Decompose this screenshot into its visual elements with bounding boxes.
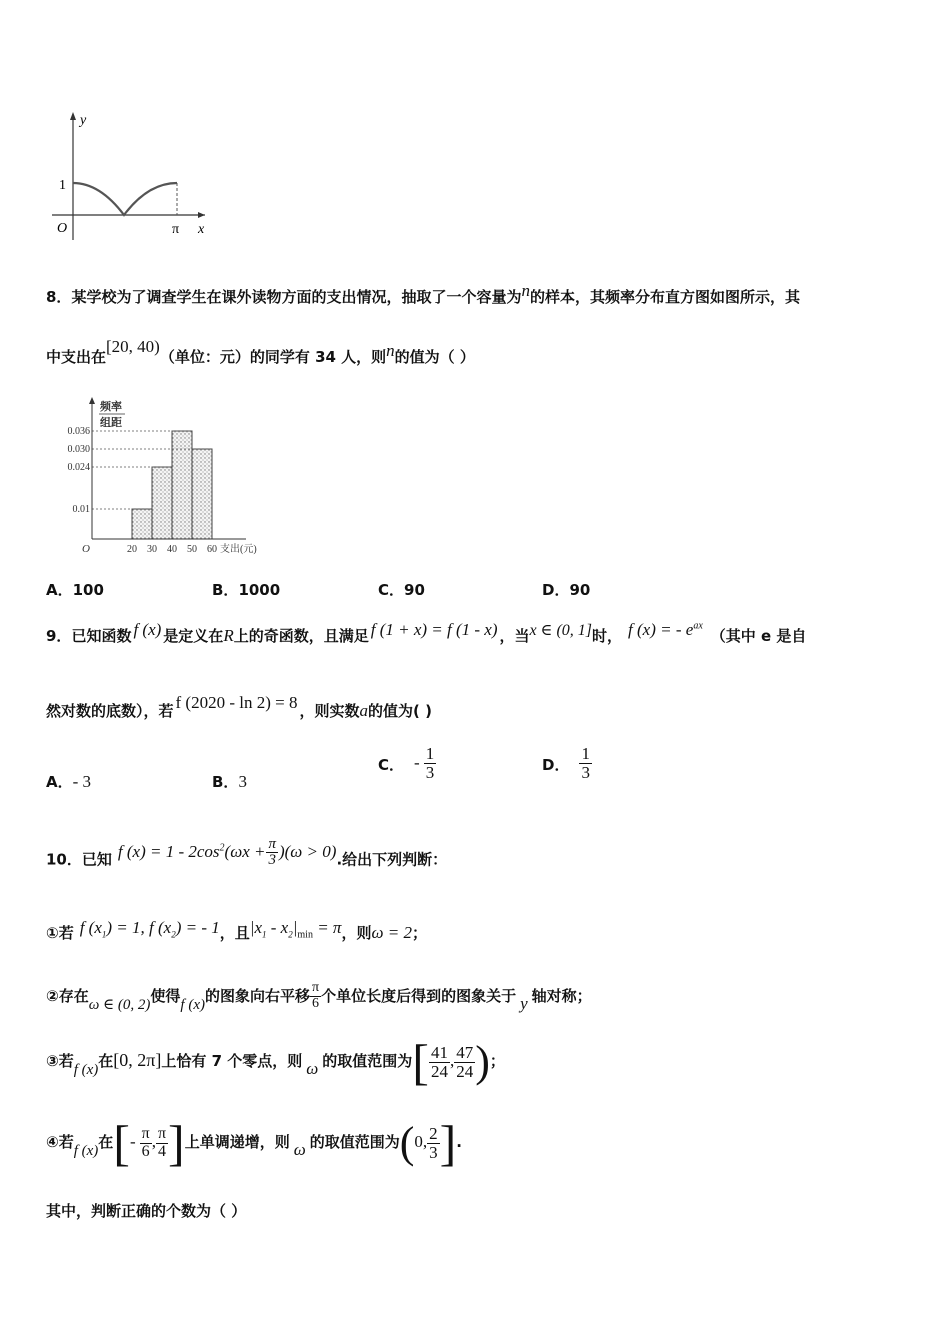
s4-frac-3 — [427, 1125, 440, 1162]
q8-text4: （单位：元）的同学有 34 人，则 — [159, 348, 387, 366]
s4-t2: 上单调递增，则 — [184, 1133, 290, 1151]
q8-option-c[interactable] — [378, 579, 425, 600]
fraction-denominator: 6 — [141, 1142, 150, 1160]
q8-text2: 的样本，其频率分布直方图如图所示，其 — [529, 288, 800, 306]
s4-frac-2 — [156, 1126, 168, 1161]
s2-mark: ②存在 — [46, 987, 89, 1005]
q8-text3: 中支出在 — [46, 348, 107, 366]
q10-statement-3 — [46, 1032, 505, 1091]
x-axis-arrow — [198, 212, 205, 218]
fraction-numerator: π — [312, 980, 320, 996]
fraction-numerator: 2 — [429, 1123, 438, 1143]
s3-t3: 的取值范围为 — [322, 1052, 413, 1070]
q9-def-exp: ax — [693, 620, 703, 632]
s4-t4: . — [456, 1133, 462, 1151]
s4-comma: , — [151, 1132, 156, 1151]
origin-label: O — [57, 221, 68, 236]
q9-option-d[interactable] — [542, 745, 592, 782]
s4-t1: 在 — [98, 1133, 114, 1151]
histogram-bar — [132, 509, 152, 539]
x-tick-label: 20 — [127, 544, 137, 555]
q9-domain: x ∈ (0, 1] — [529, 622, 593, 639]
fraction-numerator: π — [268, 835, 276, 852]
s1-m1: f (x — [79, 918, 102, 937]
s1-sub4: 2 — [288, 929, 293, 940]
s4-close-bracket: ] — [439, 1115, 457, 1172]
q9-option-b[interactable] — [212, 771, 247, 792]
x-tick-label: 50 — [187, 544, 197, 555]
q9-line1 — [46, 620, 807, 646]
s1-m5: - x — [266, 918, 289, 937]
option-label: D． — [542, 581, 570, 599]
y-axis-arrow — [70, 112, 76, 120]
q9-text6: （其中 e 是自 — [710, 627, 807, 645]
x-tick-label: 40 — [167, 544, 177, 555]
q8-text5: 的值为（ ） — [394, 348, 475, 366]
q8-line1 — [46, 281, 800, 307]
q10-func-c: )(ω > 0) — [278, 841, 337, 861]
q10-text2: .给出下列判断： — [336, 850, 448, 869]
option-label: C． — [378, 755, 405, 774]
fraction-denominator: 3 — [268, 852, 276, 869]
abs-cos-graph — [40, 100, 220, 245]
q9-text8: ，则实数 — [299, 702, 360, 720]
q10-ending-text: 其中，判断正确的个数为（ ） — [46, 1202, 247, 1220]
q8-line2 — [46, 337, 475, 367]
s3-m1: f (x) — [73, 1062, 99, 1078]
histogram-bar — [172, 431, 192, 539]
x-tick-label: 30 — [147, 544, 157, 555]
s3-w: ω — [306, 1059, 319, 1078]
q10-number: 10． — [46, 850, 82, 869]
q9-options — [46, 745, 926, 797]
s4-open-paren: ( — [399, 1118, 415, 1168]
q9-condition: f (1 + x) = f (1 - x) — [370, 620, 498, 639]
q8-option-a[interactable] — [46, 579, 104, 600]
q9-given: f (2020 - ln 2) = 8 — [175, 693, 298, 712]
s1-math-b — [249, 918, 342, 941]
s1-m2: ) = 1, f (x — [106, 918, 172, 937]
q8-text1: 某学校为了调查学生在课外读物方面的支出情况，抽取了一个容量为 — [71, 288, 522, 306]
s1-m3: ) = - 1 — [175, 918, 220, 937]
s1-min: min — [297, 929, 313, 941]
s3-close-paren: ) — [475, 1037, 490, 1087]
fraction-numerator: 41 — [430, 1042, 448, 1062]
s3-m2: [0, 2π] — [113, 1050, 162, 1070]
q9-number: 9． — [46, 627, 72, 645]
q10-function — [117, 835, 337, 869]
x-axis-label: 支出(元) — [220, 544, 257, 555]
s3-comma: , — [449, 1051, 455, 1070]
q9-text5: 时， — [592, 627, 623, 645]
one-label: 1 — [59, 178, 66, 193]
q9-text1: 已知函数 — [71, 627, 132, 645]
q10-func-b: (ωx + — [224, 841, 266, 861]
s1-t1: ，且 — [219, 924, 250, 942]
s1-sub2: 2 — [171, 929, 176, 940]
option-label: A． — [46, 773, 73, 791]
q10-square: 2 — [219, 842, 225, 853]
q9-text7: 然对数的底数），若 — [46, 702, 174, 720]
option-label: A． — [46, 581, 73, 599]
y-axis-label-bottom: 组距 — [100, 417, 122, 429]
option-label: C． — [378, 581, 405, 599]
fraction-numerator: 47 — [456, 1042, 474, 1062]
s4-frac-1 — [140, 1126, 152, 1161]
s4-m1: f (x) — [73, 1143, 99, 1159]
fraction-numerator: 1 — [425, 744, 435, 763]
q9-option-c[interactable] — [378, 745, 436, 782]
s1-m7: = π — [312, 918, 342, 937]
s1-t3: ； — [411, 924, 427, 942]
s3-open-bracket: [ — [412, 1034, 429, 1091]
y-label: y — [80, 113, 87, 128]
q10-func-a: f (x) = 1 - 2cos — [117, 841, 220, 861]
q9-a: a — [359, 701, 368, 720]
s4-t3: 的取值范围为 — [309, 1133, 400, 1151]
option-value: - 3 — [72, 772, 92, 791]
q9-def-lhs: f (x) = - e — [628, 620, 694, 639]
fraction-numerator: π — [141, 1124, 150, 1142]
q8-number: 8． — [46, 288, 72, 306]
fraction-denominator: 4 — [157, 1142, 166, 1160]
s3-range — [412, 1034, 490, 1091]
q10-statement-4 — [46, 1114, 462, 1170]
fraction-denominator: 3 — [581, 762, 590, 782]
s3-t2: 上恰有 7 个零点，则 — [161, 1052, 303, 1070]
x-label: x — [198, 222, 205, 237]
q10-pi-over-3 — [266, 837, 278, 870]
q8-var-n: n — [521, 281, 530, 300]
q9-text2: 是定义在 — [163, 627, 224, 645]
s1-sub3: 1 — [261, 929, 267, 940]
option-sign: - — [414, 753, 420, 773]
s4-mark: ④若 — [46, 1133, 74, 1151]
option-value: 90 — [569, 581, 591, 599]
q9-text3: 上的奇函数，且满足 — [233, 627, 369, 645]
curve — [73, 183, 177, 215]
s2-m2: f (x) — [180, 997, 205, 1013]
s2-m1: ω ∈ (0, 2) — [88, 997, 151, 1013]
s3-t4: ； — [489, 1052, 505, 1070]
s4-interval — [113, 1115, 185, 1172]
s4-zero: 0, — [414, 1132, 428, 1151]
q10-stem — [46, 832, 447, 880]
fraction-numerator: π — [157, 1124, 167, 1142]
q8-var-n2: n — [386, 341, 395, 360]
s4-open-bracket: [ — [113, 1115, 130, 1172]
s1-t2: ，则 — [341, 924, 372, 942]
option-value: 3 — [238, 772, 247, 791]
option-label: B． — [212, 581, 239, 599]
q9-R: R — [223, 626, 234, 645]
s3-frac-1 — [429, 1044, 450, 1081]
x-tick-label: 60 — [207, 544, 217, 555]
fraction-denominator: 3 — [425, 762, 435, 782]
s3-frac-2 — [454, 1044, 475, 1081]
q9-fx: f (x) — [133, 620, 162, 639]
q8-option-d[interactable] — [542, 579, 590, 600]
s2-t1: 使得 — [150, 987, 181, 1005]
s4-range — [399, 1115, 457, 1172]
s2-t2: 的图象向右平移 — [204, 987, 310, 1005]
s1-mark: ①若 — [46, 924, 74, 942]
q8-options — [46, 579, 926, 603]
fraction-denominator: 6 — [312, 996, 320, 1011]
y-tick-label: 0.036 — [67, 426, 90, 437]
histogram-bar — [192, 449, 212, 539]
s2-pi-over-6 — [310, 981, 321, 1011]
histogram-bar — [152, 467, 172, 539]
option-value: 1000 — [238, 581, 281, 599]
q8-interval: [20, 40) — [106, 337, 160, 356]
origin-label: O — [82, 543, 90, 555]
s4-w: ω — [293, 1140, 306, 1159]
s3-t1: 在 — [98, 1052, 114, 1070]
s2-t3: 个单位长度后得到的图象关于 — [321, 987, 517, 1005]
y-axis-arrow — [89, 397, 95, 404]
y-tick-label: 0.030 — [67, 444, 90, 455]
fraction-denominator: 3 — [429, 1142, 438, 1162]
s3-mark: ③若 — [46, 1052, 74, 1070]
option-fraction — [579, 745, 592, 782]
s1-math-a — [79, 918, 220, 940]
s4-minus: - — [129, 1132, 136, 1151]
option-label: B． — [212, 773, 239, 791]
q9-definition — [628, 620, 703, 639]
y-tick-label: 0.01 — [72, 504, 90, 515]
s1-m6: | — [292, 918, 298, 937]
frequency-histogram — [52, 393, 267, 563]
fraction-denominator: 24 — [456, 1061, 474, 1081]
q9-text9: 的值为( ) — [368, 702, 432, 720]
option-label: D． — [542, 755, 570, 774]
q9-line2 — [46, 693, 432, 721]
s4-close-bracket: ] — [168, 1115, 185, 1172]
q9-text4: ，当 — [499, 627, 530, 645]
q10-ending — [46, 1200, 246, 1221]
option-value: 90 — [404, 581, 425, 599]
fraction-denominator: 24 — [430, 1061, 448, 1081]
pi-label: π — [172, 222, 180, 237]
s1-sub1: 1 — [101, 929, 107, 940]
fraction-numerator: 1 — [581, 744, 590, 763]
s1-m4: |x — [249, 918, 262, 937]
q10-statement-1 — [46, 918, 427, 948]
q10-statement-2 — [46, 975, 592, 1017]
y-tick-label: 0.024 — [67, 462, 90, 473]
q8-option-b[interactable] — [212, 579, 280, 600]
option-fraction — [424, 745, 437, 782]
q10-text1: 已知 — [81, 850, 112, 869]
option-value: 100 — [72, 581, 104, 599]
y-axis-label-top: 频率 — [100, 401, 122, 413]
s1-m8: ω = 2 — [371, 923, 412, 942]
s2-t4: 轴对称； — [531, 987, 592, 1005]
q9-option-a[interactable] — [46, 771, 91, 792]
s2-y: y — [520, 994, 528, 1013]
